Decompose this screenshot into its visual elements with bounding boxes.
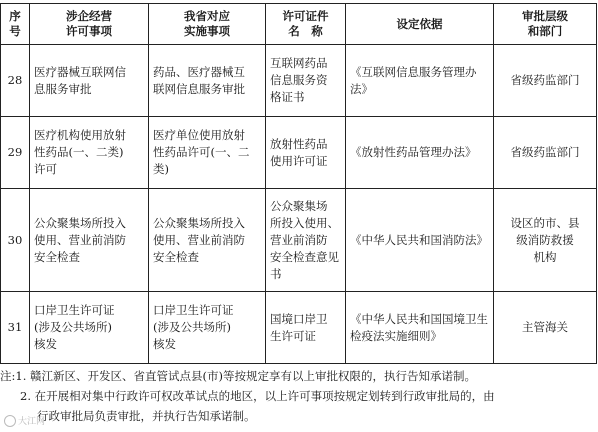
- table-header-row: [1, 4, 597, 45]
- row-dept: 省级药监部门: [494, 117, 597, 189]
- note-1: 注:1. 赣江新区、开发区、省直管试点县(市)等按规定享有以上审批权限的，执行告知承诺制。: [0, 369, 476, 383]
- row-license: 公众聚集场 所投入使用、 营业前消防 安全检查意见书: [266, 189, 346, 292]
- header-basis: 设定依据: [346, 4, 494, 45]
- row-dept: 主管海关: [494, 292, 597, 364]
- row-license: 国境口岸卫 生许可证: [266, 292, 346, 364]
- row-item: 医疗机构使用放射 性药品(一、二类) 许可: [30, 117, 149, 189]
- note-2-continued: 行政审批局负责审批，并执行告知承诺制。: [37, 409, 256, 423]
- header-no: 序号: [1, 4, 30, 45]
- row-license: 放射性药品 使用许可证: [266, 117, 346, 189]
- table-body: [1, 45, 597, 364]
- row-no: 31: [1, 292, 30, 364]
- row-no: 29: [1, 117, 30, 189]
- footnotes: [0, 366, 596, 426]
- header-license: 许可证件 名 称: [266, 4, 346, 45]
- row-license: 互联网药品 信息服务资 格证书: [266, 45, 346, 117]
- row-item: 医疗器械互联网信 息服务审批: [30, 45, 149, 117]
- row-no: 28: [1, 45, 30, 117]
- row-basis: 《互联网信息服务管理办法》: [346, 45, 494, 117]
- row-local: 医疗单位使用放射 性药品许可(一、二 类): [149, 117, 266, 189]
- note-2: 2. 在开展相对集中行政许可权改革试点的地区，以上许可事项按规定划转到行政审批局的，由: [20, 389, 495, 403]
- table-row: [1, 45, 597, 117]
- watermark: [4, 414, 45, 427]
- header-dept: 审批层级 和部门: [494, 4, 597, 45]
- table-row: [1, 189, 597, 292]
- row-item: 公众聚集场所投入 使用、营业前消防 安全检查: [30, 189, 149, 292]
- row-local: 公众聚集场所投入 使用、营业前消防 安全检查: [149, 189, 266, 292]
- header-local: 我省对应 实施事项: [149, 4, 266, 45]
- watermark-text: 大江网: [18, 417, 46, 427]
- row-item: 口岸卫生许可证 (涉及公共场所) 核发: [30, 292, 149, 364]
- row-basis: 《放射性药品管理办法》: [346, 117, 494, 189]
- watermark-logo-icon: [4, 415, 16, 427]
- table-row: [1, 292, 597, 364]
- row-dept: 设区的市、县 级消防救援 机构: [494, 189, 597, 292]
- row-basis: 《中华人民共和国消防法》: [346, 189, 494, 292]
- header-item: 涉企经营 许可事项: [30, 4, 149, 45]
- table-row: [1, 117, 597, 189]
- row-no: 30: [1, 189, 30, 292]
- licensing-table: [0, 3, 597, 364]
- row-basis: 《中华人民共和国国境卫生检疫法实施细则》: [346, 292, 494, 364]
- row-local: 药品、医疗器械互 联网信息服务审批: [149, 45, 266, 117]
- row-local: 口岸卫生许可证 (涉及公共场所) 核发: [149, 292, 266, 364]
- row-dept: 省级药监部门: [494, 45, 597, 117]
